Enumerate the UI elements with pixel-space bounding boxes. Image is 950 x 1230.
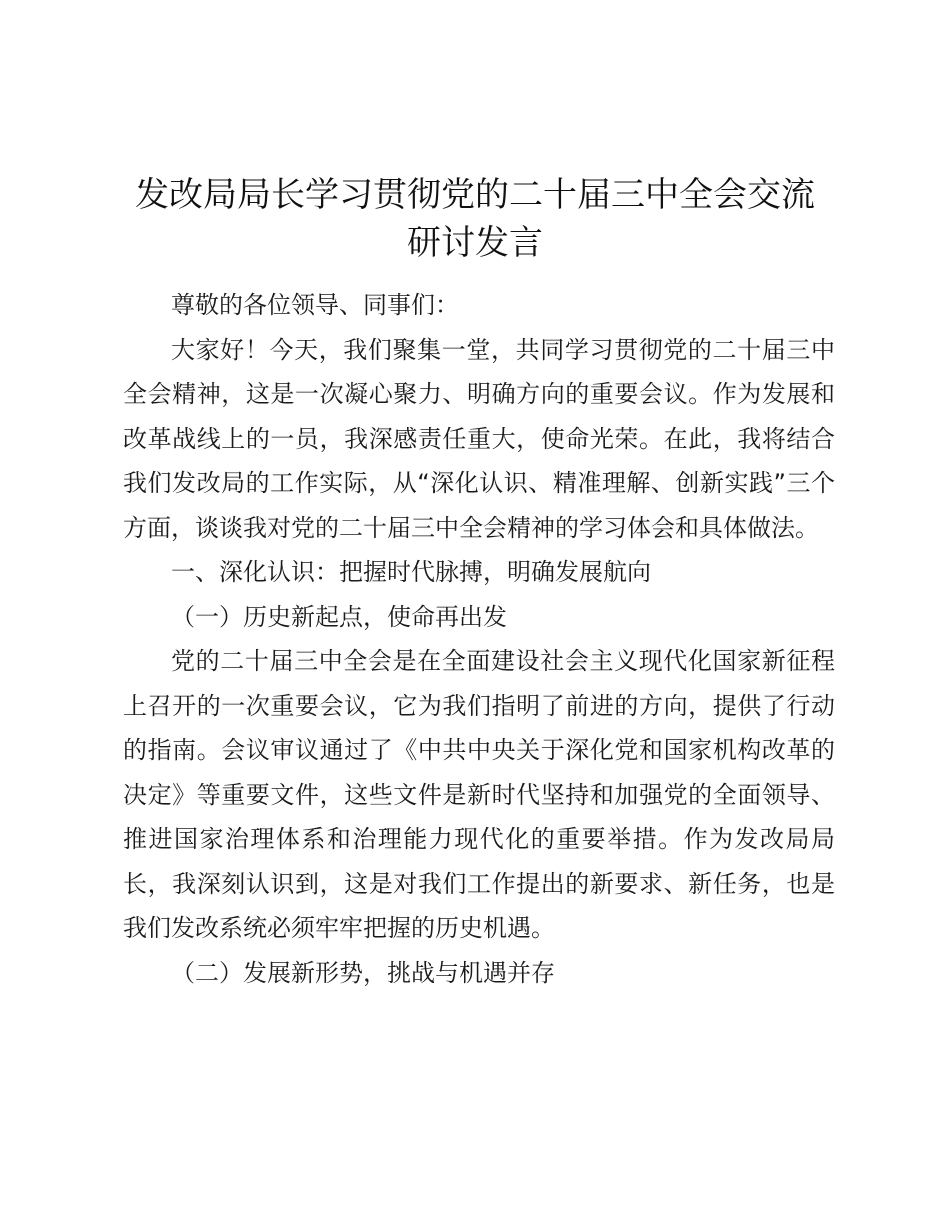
paragraph-intro: 大家好！今天，我们聚集一堂，共同学习贯彻党的二十届三中全会精神，这是一次凝心聚力、明确方向的重要会议。作为发展和改革战线上的一员，我深感责任重大，使命光荣。在此，我将结合我们发改局的工作实际，从“深化认识、精准理解、创新实践”三个方面，谈谈我对党的二十届三中全会精神的学习体会和具体做法。: [123, 335, 835, 542]
document-body: [123, 283, 835, 995]
section-heading-1: 一、深化认识：把握时代脉搏，明确发展航向: [171, 558, 651, 586]
document-title-line-1: 发改局局长学习贯彻党的二十届三中全会交流: [135, 175, 815, 215]
subsection-heading-2: （二）发展新形势，挑战与机遇并存: [171, 958, 555, 987]
salutation: 尊敬的各位领导、同事们：: [171, 291, 459, 319]
document-title-line-2: 研讨发言: [407, 223, 543, 263]
subsection-heading-1: （一）历史新起点，使命再出发: [171, 602, 507, 631]
paragraph-1: 党的二十届三中全会是在全面建设社会主义现代化国家新征程上召开的一次重要会议，它为我们指明了前进的方向，提供了行动的指南。会议审议通过了《中共中央关于深化党和国家机构改革的决定》等重要文件，这些文件是新时代坚持和加强党的全面领导、推进国家治理体系和治理能力现代化的重要举措。作为发改局局长，我深刻认识到，这是对我们工作提出的新要求、新任务，也是我们发改系统必须牢牢把握的历史机遇。: [123, 647, 835, 942]
